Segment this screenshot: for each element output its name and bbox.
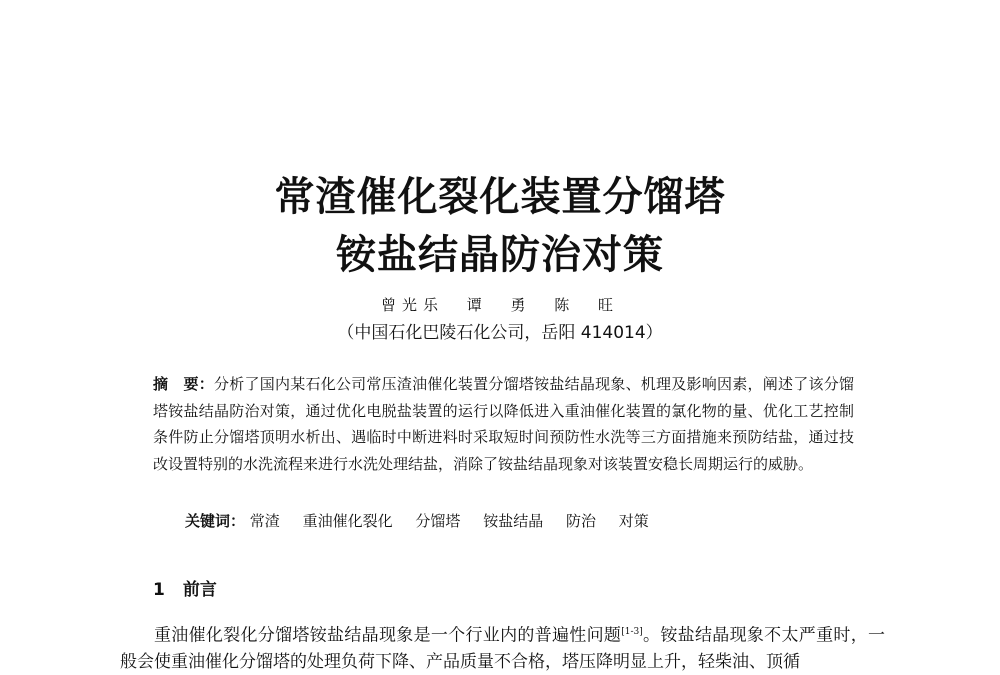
authors: 曾光乐 谭 勇 陈 旺 (380, 296, 620, 314)
abstract (153, 371, 854, 477)
keyword: 分馏塔 (415, 512, 461, 530)
keyword: 铵盐结晶 (483, 512, 544, 530)
citation: [1-3] (621, 627, 643, 637)
body-text-start: 重油催化裂化分馏塔铵盐结晶现象是一个行业内的普遍性问题 (154, 625, 622, 646)
section-heading (153, 575, 217, 600)
body-text-end: 。铵盐结晶现象不太严重时，一般会使重油催化分馏塔的处理负荷下降、产品质量不合格，塔压降明显上升，轻柴油、顶循 (120, 625, 886, 672)
paper-title-line-2: 铵盐结晶防治对策 (336, 232, 664, 278)
keyword: 常渣 (249, 512, 280, 530)
section-title: 前言 (182, 580, 217, 600)
section-number: 1 (153, 580, 165, 600)
keyword: 防治 (565, 512, 596, 530)
paper-title-line-1: 常渣催化裂化装置分馏塔 (274, 174, 726, 220)
body-paragraph (120, 619, 885, 675)
keyword: 对策 (618, 512, 649, 530)
abstract-label: 摘 要： (153, 375, 214, 393)
keywords (185, 510, 855, 531)
keyword: 重油催化裂化 (302, 512, 393, 530)
abstract-text: 分析了国内某石化公司常压渣油催化装置分馏塔铵盐结晶现象、机理及影响因素，阐述了该分馏塔铵盐结晶防治对策，通过优化电脱盐装置的运行以降低进入重油催化装置的氯化物的量、优化工艺控制条件防止分馏塔顶明水析出、遇临时中断进料时采取短时间预防性水洗等三方面措施来预防结盐，通过技改设置特别的水洗流程来进行水洗处理结盐，消除了铵盐结晶现象对该装置安稳长周期运行的威胁。 (153, 375, 854, 473)
keywords-label: 关键词： (185, 512, 246, 530)
affiliation: （中国石化巴陵石化公司，岳阳 414014） (337, 323, 663, 343)
